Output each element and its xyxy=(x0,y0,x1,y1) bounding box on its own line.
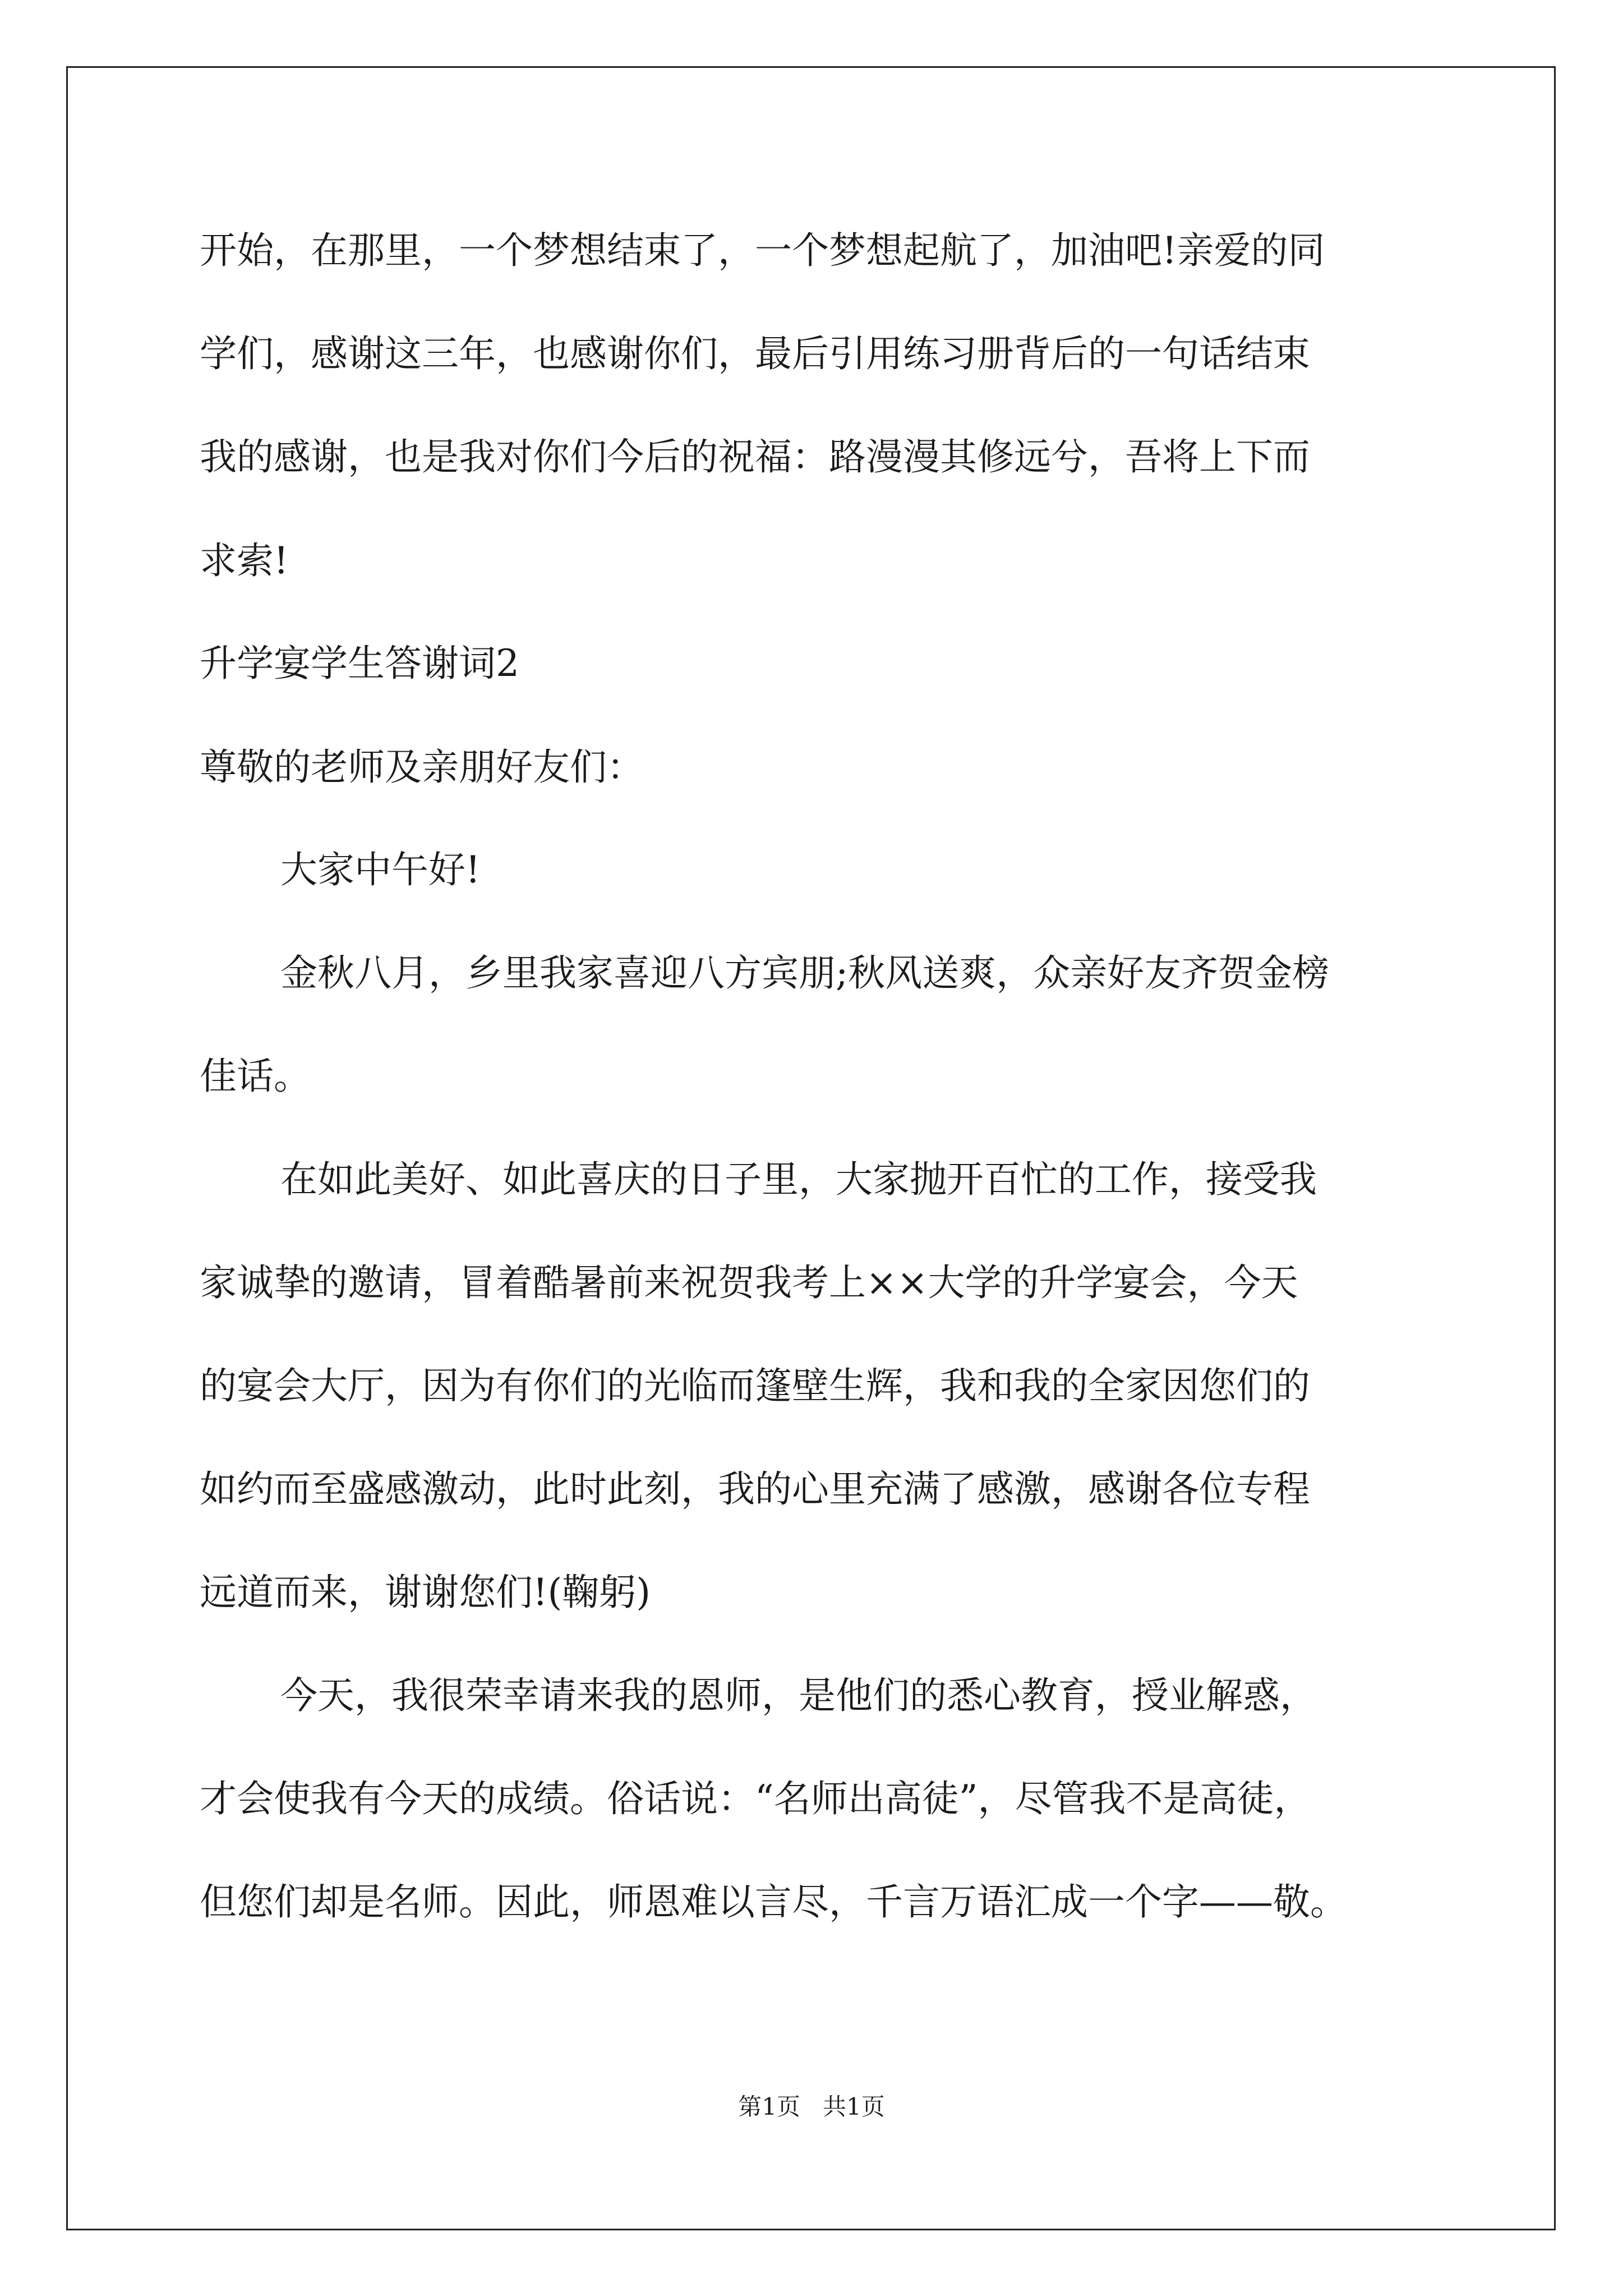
salutation: 尊敬的老师及亲朋好友们： xyxy=(200,746,644,789)
text-line-4: 求索! xyxy=(200,539,289,582)
text-line-17: 但您们却是名师。因此，师恩难以言尽，千言万语汇成一个字——敬。 xyxy=(200,1880,1347,1924)
text-line-9: 佳话。 xyxy=(200,1055,311,1098)
section-heading: 升学宴学生答谢词2 xyxy=(200,642,519,685)
text-line-15: 今天，我很荣幸请来我的恩师，是他们的悉心教育，授业解惑， xyxy=(280,1674,1317,1717)
text-line-12: 的宴会大厅，因为有你们的光临而篷壁生辉，我和我的全家因您们的 xyxy=(200,1364,1310,1407)
text-line-16: 才会使我有今天的成绩。俗话说：“名师出高徒”，尽管我不是高徒， xyxy=(200,1777,1311,1820)
text-line-8: 金秋八月，乡里我家喜迎八方宾朋;秋风送爽，众亲好友齐贺金榜 xyxy=(280,951,1330,995)
text-line-1: 开始，在那里，一个梦想结束了，一个梦想起航了，加油吧!亲爱的同 xyxy=(200,229,1325,272)
text-line-14: 远道而来，谢谢您们!(鞠躬) xyxy=(200,1571,651,1614)
text-line-10: 在如此美好、如此喜庆的日子里，大家抛开百忙的工作，接受我 xyxy=(280,1158,1317,1201)
text-line-13: 如约而至盛感激动，此时此刻，我的心里充满了感激，感谢各位专程 xyxy=(200,1467,1310,1511)
page-footer: 第1页 共1页 xyxy=(738,2093,885,2120)
greeting: 大家中午好! xyxy=(280,848,481,891)
text-line-2: 学们，感谢这三年，也感谢你们，最后引用练习册背后的一句话结束 xyxy=(200,332,1310,375)
text-line-11: 家诚挚的邀请，冒着酷暑前来祝贺我考上××大学的升学宴会，今天 xyxy=(200,1261,1298,1304)
text-line-3: 我的感谢，也是我对你们今后的祝福：路漫漫其修远兮，吾将上下而 xyxy=(200,435,1310,478)
